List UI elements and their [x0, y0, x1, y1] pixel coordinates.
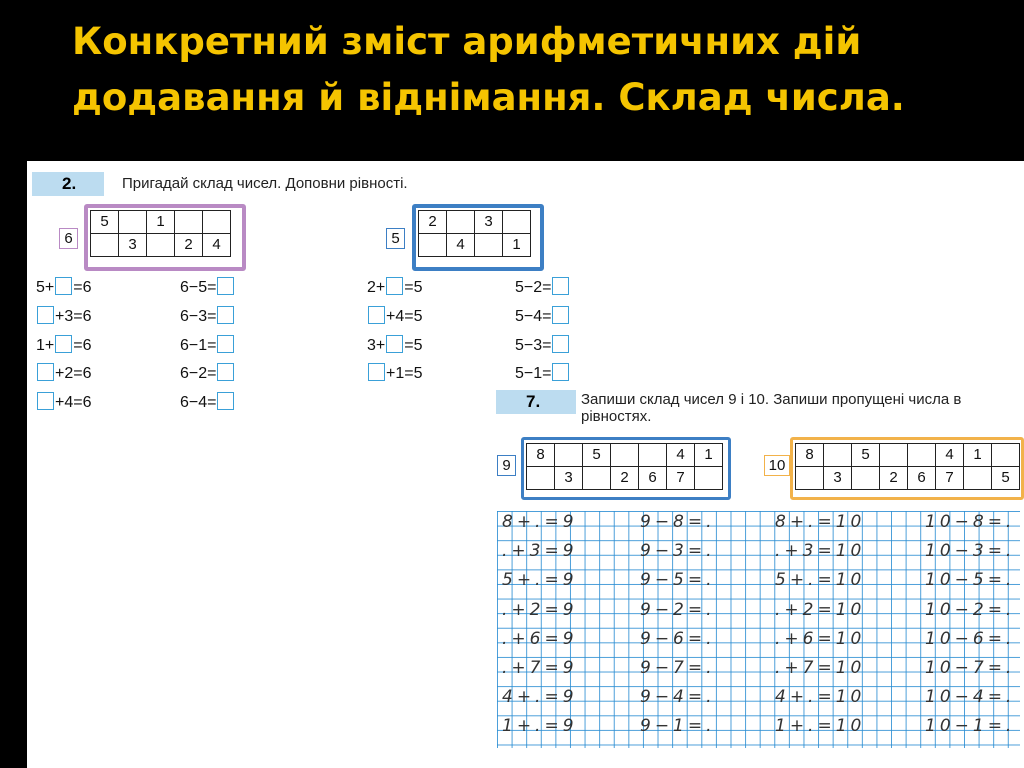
- equation: [367, 306, 422, 326]
- answer-box[interactable]: [552, 306, 569, 324]
- handwritten-equation: 10−4=.: [925, 687, 1016, 708]
- equation-text: 1+: [36, 337, 55, 354]
- answer-box[interactable]: [386, 277, 403, 295]
- composition-cell: [639, 444, 667, 467]
- handwritten-equation: 8+.=10: [775, 512, 866, 532]
- equation-text: +4=5: [386, 308, 423, 325]
- answer-box[interactable]: [368, 306, 385, 324]
- equation-text: 6−5=: [180, 279, 217, 296]
- equation: [180, 306, 235, 326]
- equation: [36, 335, 92, 355]
- composition-cell: 5: [992, 467, 1020, 490]
- composition-cell: 8: [527, 444, 555, 467]
- handwritten-equation: 10−1=.: [925, 716, 1016, 737]
- handwritten-equation: 4+.=9: [502, 687, 578, 708]
- handwritten-equation: .+3=9: [502, 541, 578, 562]
- answer-box[interactable]: [37, 306, 54, 324]
- equation-text: 6−1=: [180, 337, 217, 354]
- answer-box[interactable]: [217, 392, 234, 410]
- composition-cell: [555, 444, 583, 467]
- equation-text: +2=6: [55, 365, 92, 382]
- handwritten-equation: 10−8=.: [925, 512, 1016, 532]
- exercise-2-left-composition-table: [90, 210, 231, 257]
- equation-text: =5: [404, 279, 423, 296]
- composition-cell: [175, 211, 203, 234]
- composition-cell: [583, 467, 611, 490]
- equation-text: 6−2=: [180, 365, 217, 382]
- equation-text: 5−1=: [515, 365, 552, 382]
- equation-text: +3=6: [55, 308, 92, 325]
- handwritten-equation: .+6=10: [775, 628, 866, 649]
- handwritten-equation: 9−3=.: [640, 541, 716, 562]
- equation-text: +1=5: [386, 365, 423, 382]
- composition-row-top: [527, 444, 723, 467]
- composition-cell: 2: [880, 467, 908, 490]
- equation: [36, 277, 92, 297]
- exercise-2-left-number-box: 6: [59, 228, 78, 249]
- composition-cell: [475, 234, 503, 257]
- composition-cell: 6: [908, 467, 936, 490]
- answer-box[interactable]: [217, 277, 234, 295]
- handwritten-equation: 9−8=.: [640, 512, 716, 532]
- equation-text: =6: [73, 279, 92, 296]
- composition-cell: [695, 467, 723, 490]
- composition-cell: 3: [119, 234, 147, 257]
- composition-cell: 5: [583, 444, 611, 467]
- exercise-2-right-number-box: 5: [386, 228, 405, 249]
- equation-text: 6−3=: [180, 308, 217, 325]
- handwritten-equation: 9−2=.: [640, 599, 716, 620]
- handwritten-equation: .+2=9: [502, 599, 578, 620]
- composition-cell: 2: [175, 234, 203, 257]
- equation: [36, 392, 91, 412]
- equation: [180, 277, 235, 297]
- handwritten-equation: .+6=9: [502, 628, 578, 649]
- composition-cell: [119, 211, 147, 234]
- handwritten-equation: 10−6=.: [925, 628, 1016, 649]
- answer-box[interactable]: [552, 277, 569, 295]
- composition-cell: 7: [667, 467, 695, 490]
- composition-cell: 2: [419, 211, 447, 234]
- equation: [180, 392, 235, 412]
- exercise-2-number: 2.: [32, 172, 104, 196]
- composition-cell: [880, 444, 908, 467]
- composition-cell: [447, 211, 475, 234]
- title-line-1: Конкретний зміст арифметичних дій: [72, 20, 862, 63]
- handwritten-equation: .+3=10: [775, 541, 866, 562]
- equation: [367, 335, 423, 355]
- exercise-7-number: 7.: [496, 390, 576, 414]
- composition-row-bottom: [796, 467, 1020, 490]
- answer-box[interactable]: [386, 335, 403, 353]
- composition-cell: 1: [147, 211, 175, 234]
- composition-cell: [908, 444, 936, 467]
- equation-text: 5−4=: [515, 308, 552, 325]
- handwritten-equation: 9−1=.: [640, 716, 716, 737]
- equation: [515, 306, 570, 326]
- equation-text: =5: [404, 337, 423, 354]
- handwritten-equation: 9−5=.: [640, 570, 716, 591]
- equation-text: 6−4=: [180, 394, 217, 411]
- exercise-7-right-composition-table: [795, 443, 1020, 490]
- composition-cell: [992, 444, 1020, 467]
- handwritten-equation: 10−2=.: [925, 599, 1016, 620]
- equation-text: 3+: [367, 337, 386, 354]
- composition-cell: [611, 444, 639, 467]
- composition-cell: 1: [964, 444, 992, 467]
- equation: [367, 277, 423, 297]
- composition-cell: [527, 467, 555, 490]
- composition-cell: 3: [555, 467, 583, 490]
- handwritten-equation: 10−7=.: [925, 658, 1016, 678]
- composition-cell: [852, 467, 880, 490]
- composition-cell: 6: [639, 467, 667, 490]
- composition-cell: [91, 234, 119, 257]
- composition-row-top: [796, 444, 1020, 467]
- composition-cell: 7: [936, 467, 964, 490]
- equation: [515, 277, 570, 297]
- composition-cell: 8: [796, 444, 824, 467]
- composition-cell: 1: [695, 444, 723, 467]
- equation: [367, 363, 422, 383]
- handwritten-equation: .+2=10: [775, 599, 866, 620]
- composition-cell: [203, 211, 231, 234]
- composition-cell: 3: [475, 211, 503, 234]
- composition-cell: 4: [203, 234, 231, 257]
- equation-text: 5−3=: [515, 337, 552, 354]
- composition-cell: 5: [91, 211, 119, 234]
- composition-cell: [419, 234, 447, 257]
- handwritten-equation: 10−3=.: [925, 541, 1016, 562]
- composition-cell: [824, 444, 852, 467]
- equation: [515, 363, 570, 383]
- composition-cell: 4: [447, 234, 475, 257]
- composition-cell: 4: [667, 444, 695, 467]
- equation: [515, 335, 570, 355]
- exercise-7-left-composition-table: [526, 443, 723, 490]
- handwritten-equation: 1+.=9: [502, 716, 578, 737]
- answer-box[interactable]: [37, 363, 54, 381]
- answer-box[interactable]: [217, 363, 234, 381]
- handwritten-equation: 4+.=10: [775, 687, 866, 708]
- answer-box[interactable]: [217, 335, 234, 353]
- composition-row-top: [91, 211, 231, 234]
- answer-box[interactable]: [55, 277, 72, 295]
- equation: [36, 306, 91, 326]
- composition-cell: [964, 467, 992, 490]
- handwritten-equation: 1+.=10: [775, 716, 866, 737]
- composition-cell: [147, 234, 175, 257]
- title-line-2: додавання й віднімання. Склад числа.: [72, 76, 905, 119]
- handwritten-equation: 9−6=.: [640, 628, 716, 649]
- answer-box[interactable]: [37, 392, 54, 410]
- composition-row-bottom: [527, 467, 723, 490]
- composition-cell: 3: [824, 467, 852, 490]
- composition-cell: 4: [936, 444, 964, 467]
- handwritten-equation: 5+.=9: [502, 570, 578, 591]
- exercise-7-instruction-line-2: рівностях.: [581, 408, 652, 425]
- handwritten-equation: 9−4=.: [640, 687, 716, 708]
- answer-box[interactable]: [368, 363, 385, 381]
- composition-row-bottom: [91, 234, 231, 257]
- answer-box[interactable]: [552, 335, 569, 353]
- handwritten-equation: 8+.=9: [502, 512, 578, 532]
- equation-text: 5+: [36, 279, 55, 296]
- composition-row-bottom: [419, 234, 531, 257]
- equation: [180, 335, 235, 355]
- exercise-2-instruction: Пригадай склад чисел. Доповни рівності.: [122, 175, 408, 192]
- exercise-2-right-composition-table: [418, 210, 531, 257]
- equation-text: =6: [73, 337, 92, 354]
- composition-cell: 2: [611, 467, 639, 490]
- exercise-7-instruction: [581, 391, 1021, 425]
- handwritten-equation: 9−7=.: [640, 658, 716, 678]
- exercise-7-left-number-box: 9: [497, 455, 516, 476]
- answer-box[interactable]: [55, 335, 72, 353]
- composition-cell: 1: [503, 234, 531, 257]
- composition-cell: [796, 467, 824, 490]
- answer-box[interactable]: [552, 363, 569, 381]
- handwritten-equation: 10−5=.: [925, 570, 1016, 591]
- equation: [36, 363, 91, 383]
- handwritten-equation: .+7=10: [775, 658, 866, 678]
- equation: [180, 363, 235, 383]
- exercise-7-right-number-box: 10: [764, 455, 790, 476]
- composition-cell: 5: [852, 444, 880, 467]
- equation-text: 5−2=: [515, 279, 552, 296]
- answer-box[interactable]: [217, 306, 234, 324]
- equation-text: +4=6: [55, 394, 92, 411]
- handwritten-equation: .+7=9: [502, 658, 578, 678]
- slide-title: [72, 14, 1012, 126]
- exercise-7-instruction-line-1: Запиши склад чисел 9 і 10. Запиши пропущені числа в: [581, 391, 962, 408]
- handwritten-equation: 5+.=10: [775, 570, 866, 591]
- equation-text: 2+: [367, 279, 386, 296]
- composition-row-top: [419, 211, 531, 234]
- composition-cell: [503, 211, 531, 234]
